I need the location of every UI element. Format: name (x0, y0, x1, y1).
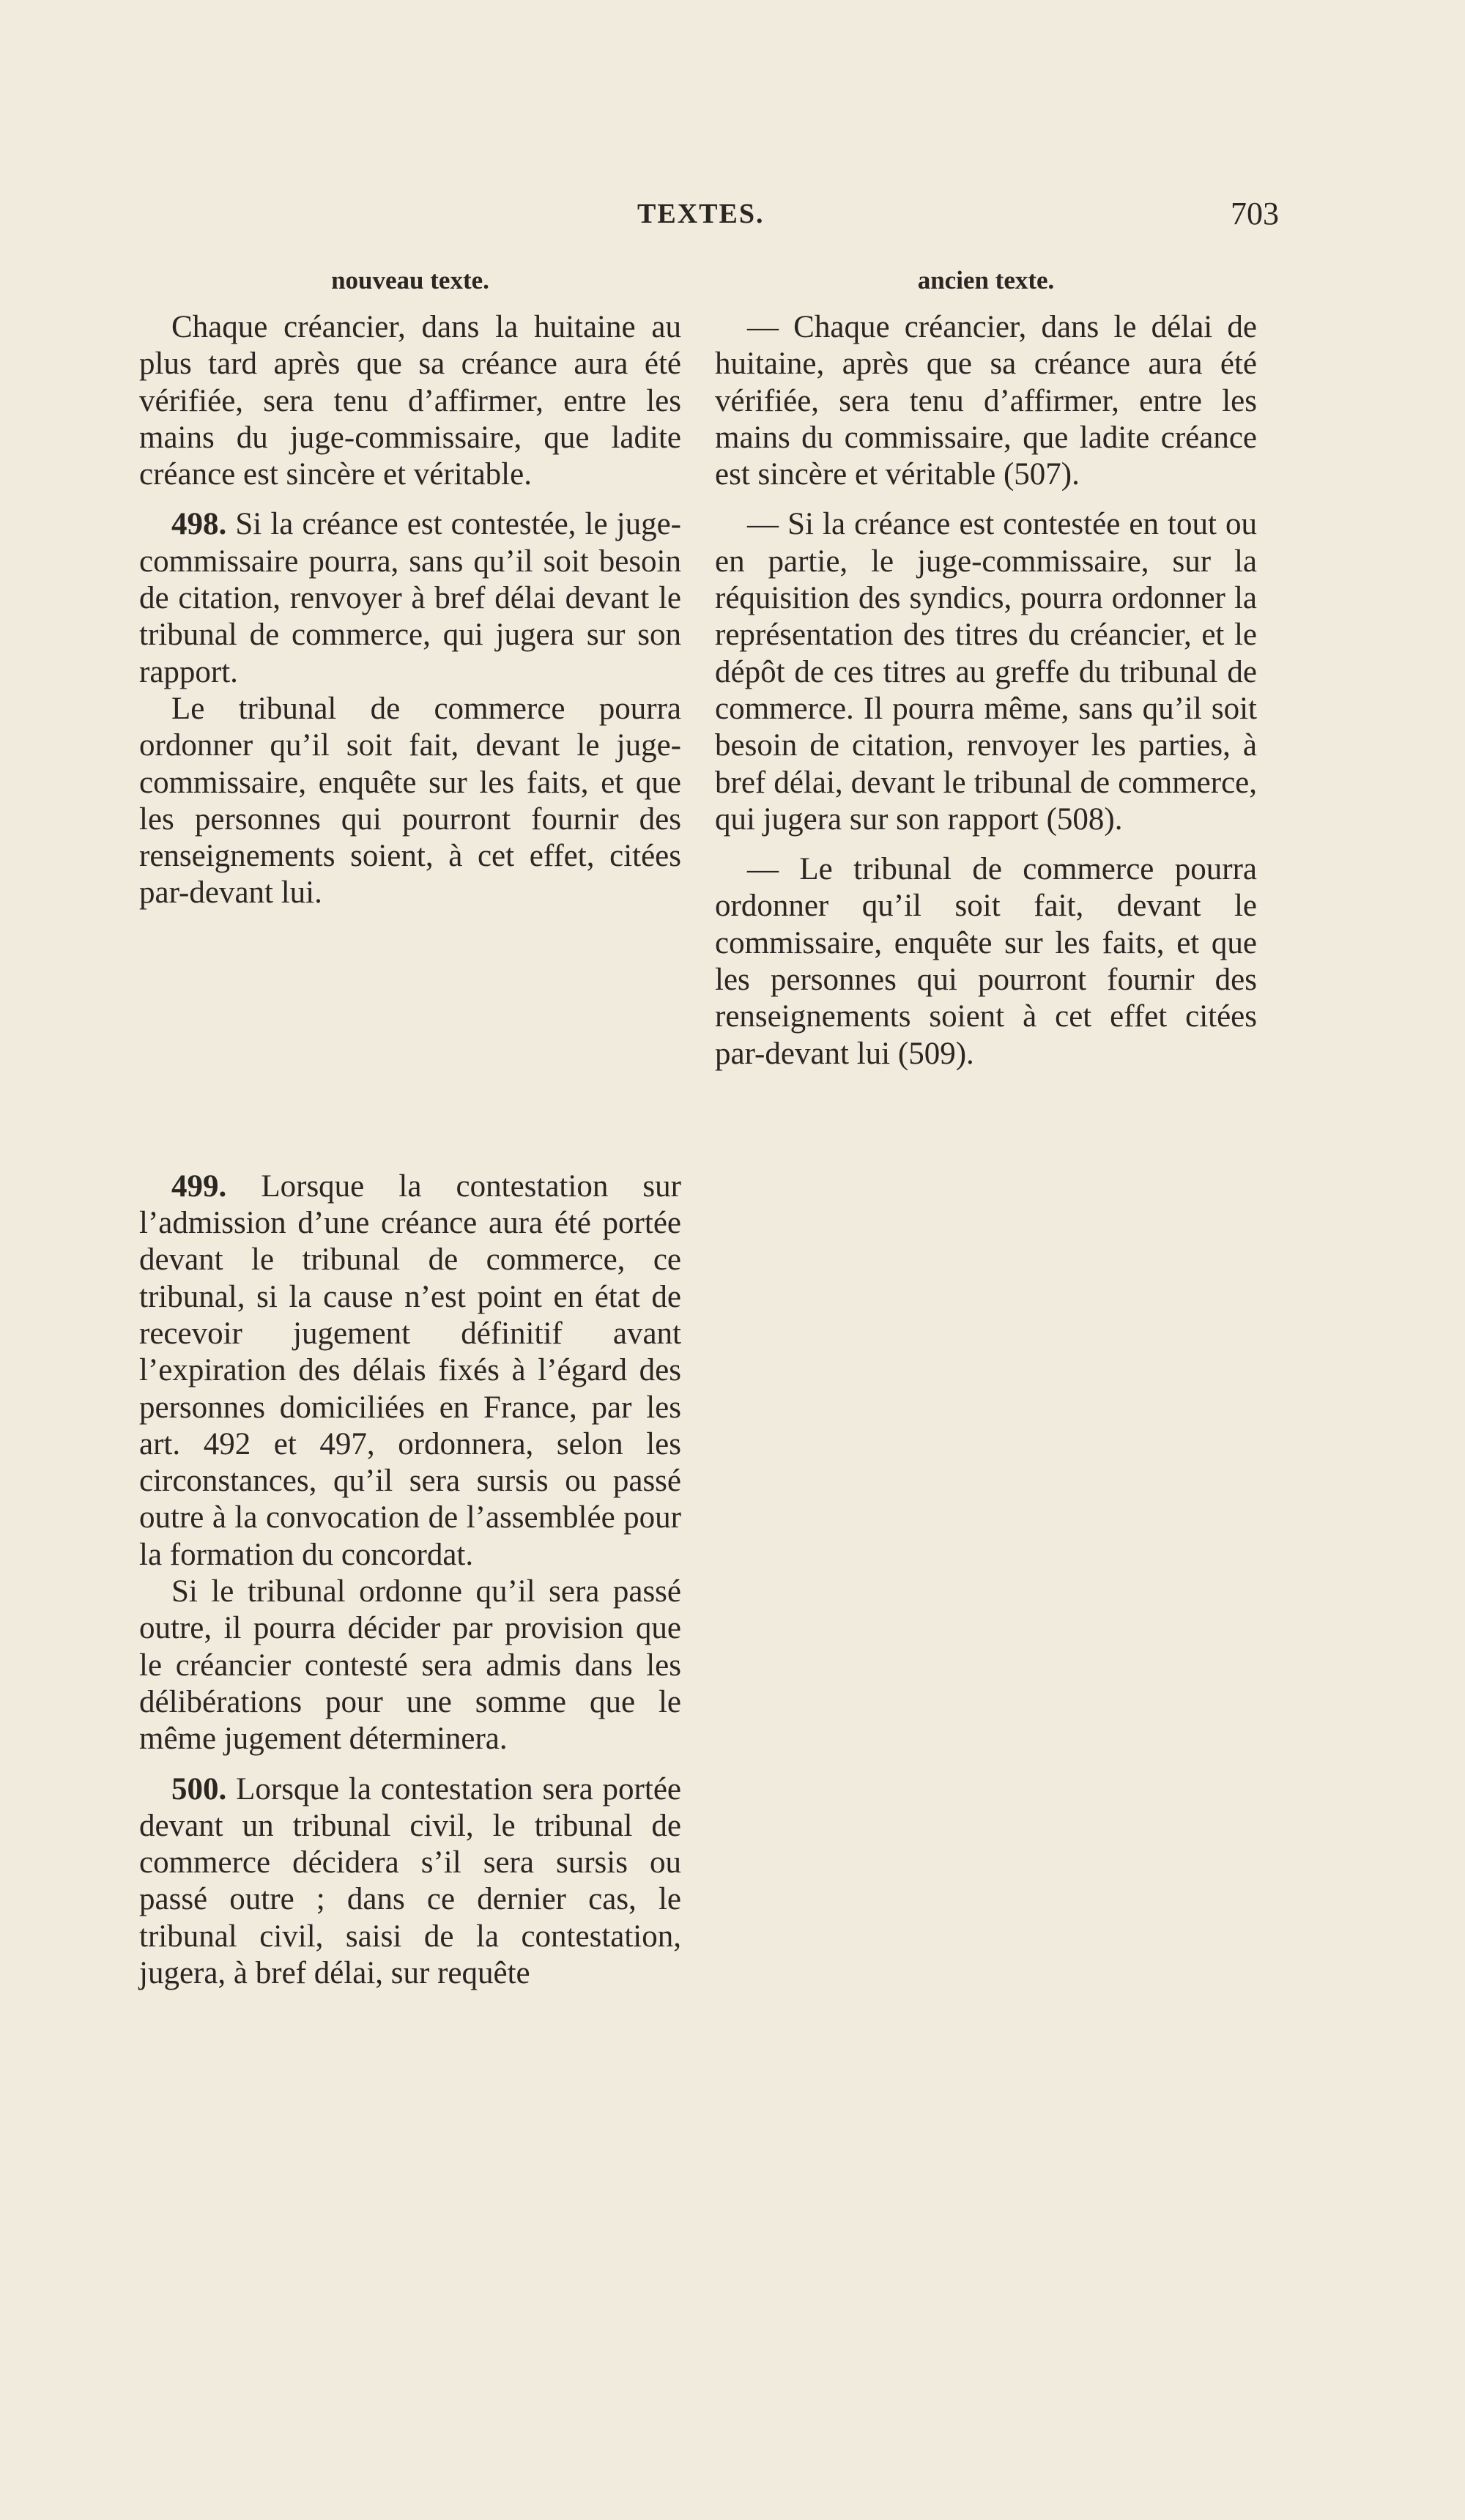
right-paragraph (715, 851, 1257, 1072)
article-number: 499. (171, 1168, 227, 1204)
left-paragraph (139, 1574, 681, 1757)
article-number: 498. (171, 507, 227, 542)
page-number: 703 (1231, 196, 1279, 231)
paragraph-text: Lorsque la contestation sera portée devant un tribunal civil, le tribunal de commerce décidera s’il sera sursis ou passé outre ; dans ce dernier cas, le tribunal civil, saisi de la contestation, jugera, à bref délai, sur requête (139, 1771, 681, 1990)
right-paragraph (715, 506, 1257, 838)
paragraph-text: Lorsque la contestation sur l’admission d’une créance aura été portée devant le tribunal de commerce, ce tribunal, si la cause n’est point en état de recevoir jugement définitif avant l’expiration des délais fixés à l’égard des personnes domiciliées en France, par les art. 492 et 497, ordonnera, selon les circonstances, qu’il sera sursis ou passé outre à la convocation de l’assemblée pour la formation du concordat. (139, 1168, 681, 1572)
paragraph-text: Le tribunal de commerce pourra ordonner qu’il soit fait, devant le juge-commissaire, enquête sur les faits, et que les personnes qui pourront fournir des renseignements soient, à cet effet, citées par-devant lui. (139, 691, 681, 911)
paragraph-text: Chaque créancier, dans la huitaine au plus tard après que sa créance aura été vérifiée, sera tenu d’affirmer, entre les mains du juge-commissaire, que ladite créance est sincère et véritable. (139, 310, 681, 492)
page-header (0, 198, 1465, 242)
right-column-old-text (715, 265, 1257, 1072)
right-paragraph (715, 309, 1257, 493)
paragraph-text: — Chaque créancier, dans le délai de huitaine, après que sa créance aura été vérifiée, sera tenu d’affirmer, entre les mains du commissaire, que ladite créance est sincère et véritable (507). (715, 310, 1257, 492)
article-number: 500. (171, 1771, 227, 1806)
paragraph-text: Si le tribunal ordonne qu’il sera passé outre, il pourra décider par provision que le créancier contesté sera admis dans les délibérations pour une somme que le même jugement déterminera. (139, 1574, 681, 1757)
left-paragraph (139, 691, 681, 912)
article-499 (139, 1168, 681, 1574)
right-column-heading: ancien texte. (917, 266, 1055, 294)
paragraph-text: Si la créance est contestée, le juge-commissaire pourra, sans qu’il soit besoin de citation, renvoyer à bref délai devant le tribunal de commerce, qui jugera sur son rapport. (139, 507, 681, 689)
left-paragraph (139, 309, 681, 493)
left-column-heading: nouveau texte. (331, 266, 489, 294)
article-500 (139, 1771, 681, 1993)
left-column-new-text (139, 265, 681, 1992)
running-title: TEXTES. (637, 199, 765, 229)
paragraph-text: — Si la créance est contestée en tout ou en partie, le juge-commissaire, sur la réquisition des syndics, pourra ordonner la représentation des titres du créancier, et le dépôt de ces titres au greffe du tribunal de commerce. Il pourra même, sans qu’il soit besoin de citation, renvoyer les parties, à bref délai, devant le tribunal de commerce, qui jugera sur son rapport (508). (715, 507, 1257, 837)
article-498 (139, 506, 681, 690)
paragraph-text: — Le tribunal de commerce pourra ordonner qu’il soit fait, devant le commissaire, enquête sur les faits, et que les personnes qui pourront fournir des renseignements soient à cet effet citées par-devant lui (509). (715, 852, 1257, 1071)
